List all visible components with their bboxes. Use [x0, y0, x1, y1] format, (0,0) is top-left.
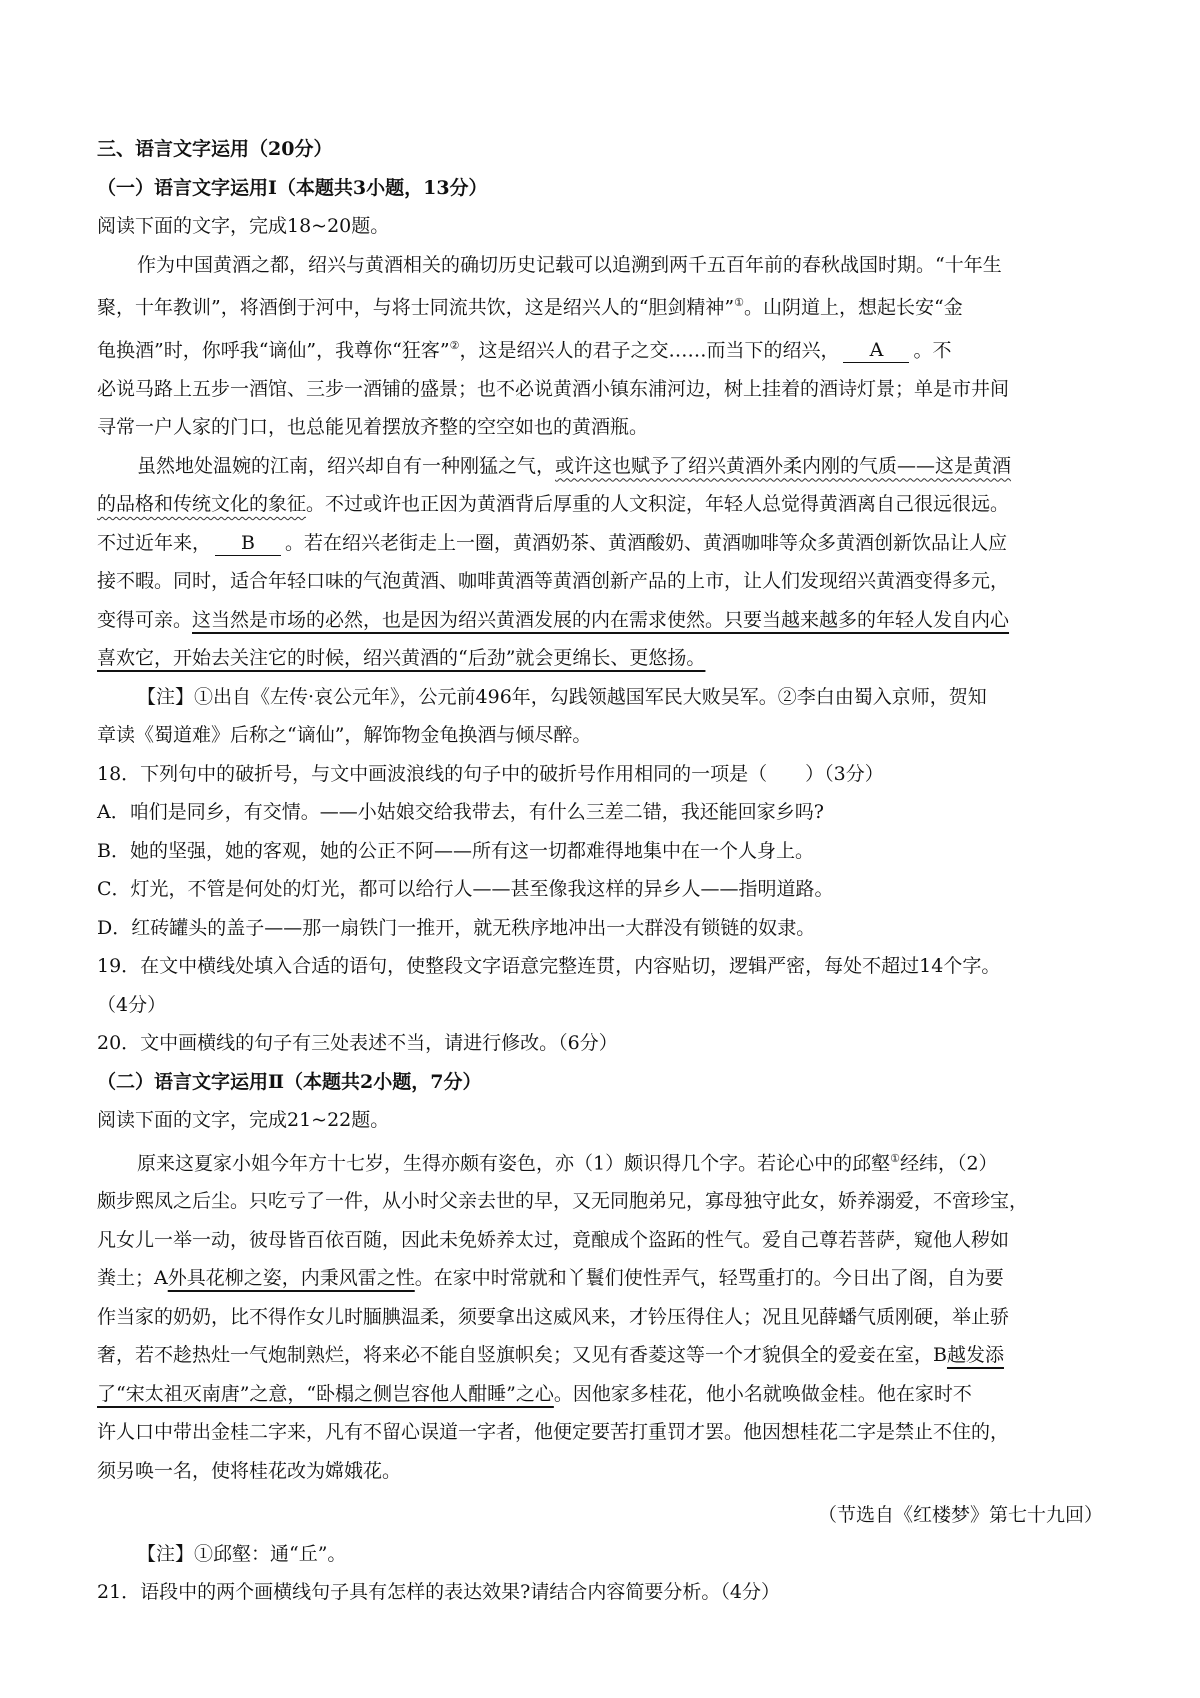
text-span: 不过近年来， — [97, 531, 212, 554]
text-span: 龟换酒”时，你呼我“谪仙”，我尊你“狂客” — [97, 339, 450, 362]
text-line: 作为中国黄酒之都，绍兴与黄酒相关的确切历史记载可以追溯到两千五百年前的春秋战国时期。“十年生 — [137, 253, 1002, 276]
exam-page — [97, 130, 1107, 1612]
option-a[interactable]: A．咱们是同乡，有交情。——小姑娘交给我带去，有什么三差二错，我还能回家乡吗? — [97, 801, 824, 824]
text-span: 奢，若不趁热灶一气炮制熟烂，将来必不能自竖旗帜矣；又见有香菱这等一个才貌俱全的爱妾在室，B — [97, 1344, 947, 1367]
footnote-ref: ① — [890, 1151, 900, 1165]
text-line — [97, 639, 1107, 678]
text-span: 聚，十年教训”，将酒倒于河中，与将士同流共饮，这是绍兴人的“胆剑精神” — [97, 296, 735, 319]
part2-heading: （二）语言文字运用Ⅱ（本题共2小题，7分） — [97, 1070, 482, 1093]
passage-1-note — [97, 678, 1107, 755]
text-line: 颇步熙凤之后尘。只吃亏了一件，从小时父亲去世的早，又无同胞弟兄，寡母独守此女，娇养溺爱，不啻珍宝， — [97, 1190, 1029, 1213]
footnote-ref: ② — [449, 338, 460, 352]
footnote-ref: ① — [734, 296, 745, 309]
option-c[interactable]: C．灯光，不管是何处的灯光，都可以给行人——甚至像我这样的异乡人——指明道路。 — [97, 878, 834, 901]
wavy-underlined-sentence: 或许这也赋予了绍兴黄酒外柔内刚的气质——这是黄酒 — [555, 454, 1012, 477]
note-line: 【注】①出自《左传·哀公元年》，公元前496年，勾践领越国军民大败吴军。②李白由蜀入京师，贺知 — [137, 685, 987, 708]
text-line: 凡女儿一举一动，彼母皆百依百随，因此未免娇养太过，竟酿成个盗跖的性气。爱自己尊若菩萨，窥他人秽如 — [97, 1228, 1010, 1251]
text-line — [97, 1336, 1107, 1375]
text-span: 经纬，（2） — [899, 1151, 998, 1174]
text-line — [97, 485, 1107, 524]
passage-2-note: 【注】①邱壑：通“丘”。 — [137, 1542, 347, 1565]
option-d[interactable]: D．红砖罐头的盖子——那一扇铁门一推开，就无秩序地冲出一大群没有锁链的奴隶。 — [97, 916, 816, 939]
text-span: 变得可亲。 — [97, 608, 193, 631]
question-19-line: 19．在文中横线处填入合适的语句，使整段文字语意完整连贯，内容贴切，逻辑严密，每处不超过14个字。 — [97, 955, 1001, 978]
text-span: 。山阴道上，想起长安“金 — [744, 296, 963, 319]
question-19 — [97, 947, 1107, 1024]
underlined-sentence-b: 了“宋太祖灭南唐”之意，“卧榻之侧岂容他人酣睡”之心 — [97, 1382, 554, 1405]
question-18 — [97, 755, 1107, 948]
text-line: 寻常一户人家的门口，也总能见着摆放齐整的空空如也的黄酒瓶。 — [97, 416, 649, 439]
text-span: ，这是绍兴人的君子之交……而当下的绍兴， — [459, 339, 840, 362]
text-line — [97, 1375, 1107, 1414]
underlined-sentence: 这当然是市场的必然，也是因为绍兴黄酒发展的内在需求使然。只要当越来越多的年轻人发自内心 — [192, 608, 1010, 631]
blank-a[interactable]: A — [843, 338, 909, 363]
passage-2 — [97, 1140, 1107, 1491]
question-21: 21．语段中的两个画横线句子具有怎样的表达效果?请结合内容简要分析。（4分） — [97, 1581, 780, 1604]
passage-1-para-1 — [97, 246, 1107, 447]
underlined-sentence-b: 越发添 — [946, 1344, 1004, 1367]
part1-heading: （一）语言文字运用Ⅰ（本题共3小题，13分） — [97, 176, 488, 199]
part1-instruction: 阅读下面的文字，完成18~20题。 — [97, 215, 390, 237]
question-19-line: （4分） — [97, 993, 167, 1016]
blank-b[interactable]: B — [215, 531, 281, 556]
text-line — [97, 1140, 1107, 1183]
text-line — [97, 327, 1107, 370]
text-span: 。不过或许也正因为黄酒背后厚重的人文积淀，年轻人总觉得黄酒离自己很远很远。 — [306, 493, 1010, 516]
option-b[interactable]: B．她的坚强，她的客观，她的公正不阿——所有这一切都难得地集中在一个人身上。 — [97, 839, 814, 862]
text-span: 粪土；A — [97, 1267, 168, 1290]
text-span: 。不 — [913, 339, 952, 362]
wavy-underlined-sentence: 的品格和传统文化的象征 — [97, 493, 307, 516]
underlined-sentence-a: 外具花柳之姿，内秉风雷之性 — [167, 1267, 415, 1290]
text-line: 作当家的奶奶，比不得作女儿时腼腆温柔，须要拿出这威风来，才钤压得住人；况且见薛蟠气质刚硬，举止骄 — [97, 1305, 1010, 1328]
underlined-sentence: 喜欢它，开始去关注它的时候，绍兴黄酒的“后劲”就会更绵长、更悠扬。 — [97, 647, 706, 670]
part2-instruction: 阅读下面的文字，完成21~22题。 — [97, 1109, 390, 1132]
text-line — [97, 1259, 1107, 1298]
text-span: 原来这夏家小姐今年方十七岁，生得亦颇有姿色，亦（1）颇识得几个字。若论心中的邱壑 — [137, 1151, 891, 1174]
section-title: 三、语言文字运用（20分） — [97, 138, 333, 160]
passage-2-source: （节选自《红楼梦》第七十九回） — [817, 1504, 1103, 1527]
text-span: 。若在绍兴老街走上一圈，黄酒奶茶、黄酒酸奶、黄酒咖啡等众多黄酒创新饮品让人应 — [285, 531, 1008, 554]
text-line: 必说马路上五步一酒馆、三步一酒铺的盛景；也不必说黄酒小镇东浦河边，树上挂着的酒诗灯景；单是市井间 — [97, 377, 1010, 400]
note-line: 章读《蜀道难》后称之“谪仙”，解饰物金龟换酒与倾尽醉。 — [97, 724, 592, 747]
text-line — [97, 524, 1107, 563]
text-line: 须另唤一名，使将桂花改为嫦娥花。 — [97, 1459, 402, 1482]
text-line — [97, 601, 1107, 640]
text-span: 。因他家多桂花，他小名就唤做金桂。他在家时不 — [553, 1382, 972, 1405]
passage-1-para-2 — [97, 447, 1107, 678]
question-18-stem: 18．下列句中的破折号，与文中画波浪线的句子中的破折号作用相同的一项是（ ）（3分） — [97, 762, 884, 785]
text-line — [97, 284, 1107, 327]
text-line: 接不暇。同时，适合年轻口味的气泡黄酒、咖啡黄酒等黄酒创新产品的上市，让人们发现绍兴黄酒变得多元， — [97, 570, 1010, 593]
text-line: 许人口中带出金桂二字来，凡有不留心误道一字者，他便定要苦打重罚才罢。他因想桂花二字是禁止不住的， — [97, 1421, 1010, 1444]
text-line — [97, 447, 1107, 486]
text-span: 。在家中时常就和丫鬟们使性弄气，轻骂重打的。今日出了阁，自为要 — [414, 1267, 1004, 1290]
question-20: 20．文中画横线的句子有三处表述不当，请进行修改。（6分） — [97, 1032, 618, 1055]
text-span: 虽然地处温婉的江南，绍兴却自有一种刚猛之气， — [137, 454, 556, 477]
